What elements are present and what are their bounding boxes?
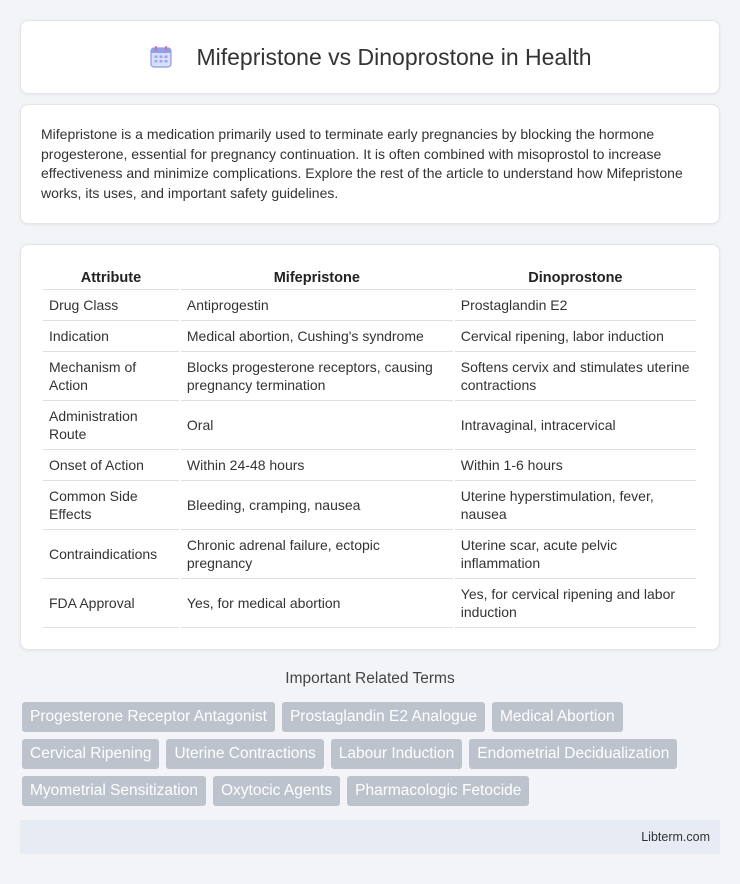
term-tag[interactable]: Progesterone Receptor Antagonist [22, 702, 275, 732]
table-cell: Yes, for cervical ripening and labor induction [455, 579, 696, 628]
table-row [43, 579, 696, 628]
term-row [22, 776, 722, 806]
table-cell: Cervical ripening, labor induction [455, 321, 696, 352]
term-tag[interactable]: Cervical Ripening [22, 739, 159, 769]
term-tag[interactable]: Endometrial Decidualization [469, 739, 677, 769]
table-cell: Intravaginal, intracervical [455, 401, 696, 450]
term-tag[interactable]: Pharmacologic Fetocide [347, 776, 529, 806]
table-cell: Within 24-48 hours [181, 450, 453, 481]
term-row [22, 739, 722, 769]
header-card [20, 20, 720, 94]
column-header: Dinoprostone [455, 265, 696, 290]
table-cell: Uterine scar, acute pelvic inflammation [455, 530, 696, 579]
column-header: Mifepristone [181, 265, 453, 290]
term-tag[interactable]: Oxytocic Agents [213, 776, 340, 806]
table-cell: Medical abortion, Cushing's syndrome [181, 321, 453, 352]
table-cell: Yes, for medical abortion [181, 579, 453, 628]
term-tag[interactable]: Prostaglandin E2 Analogue [282, 702, 485, 732]
table-row [43, 321, 696, 352]
table-row [43, 401, 696, 450]
table-cell: Chronic adrenal failure, ectopic pregnancy [181, 530, 453, 579]
table-cell: Oral [181, 401, 453, 450]
table-cell: Softens cervix and stimulates uterine contractions [455, 352, 696, 401]
table-cell: Indication [43, 321, 179, 352]
comparison-table [41, 265, 698, 628]
related-terms [22, 702, 722, 813]
column-header: Attribute [43, 265, 179, 290]
table-cell: Within 1-6 hours [455, 450, 696, 481]
table-cell: Contraindications [43, 530, 179, 579]
intro-paragraph: Mifepristone is a medication primarily used to terminate early pregnancies by blocking the hormone progesterone, essential for pregnancy continuation. It is often combined with misoprostol to increase effectiveness and minimize complications. Explore the rest of the article to understand how Mifepristone works, its uses, and important safety guidelines. [41, 126, 683, 201]
table-cell: Onset of Action [43, 450, 179, 481]
table-row [43, 450, 696, 481]
table-cell: Antiprogestin [181, 290, 453, 321]
table-row [43, 530, 696, 579]
term-tag[interactable]: Myometrial Sensitization [22, 776, 206, 806]
table-cell: Common Side Effects [43, 481, 179, 530]
table-cell: Mechanism of Action [43, 352, 179, 401]
table-cell: FDA Approval [43, 579, 179, 628]
table-cell: Prostaglandin E2 [455, 290, 696, 321]
table-row [43, 290, 696, 321]
intro-card [20, 104, 720, 224]
page-title: Mifepristone vs Dinoprostone in Health [196, 43, 592, 70]
table-cell: Bleeding, cramping, nausea [181, 481, 453, 530]
comparison-card [20, 244, 720, 650]
table-row [43, 481, 696, 530]
table-cell: Administration Route [43, 401, 179, 450]
table-cell: Drug Class [43, 290, 179, 321]
table-cell: Uterine hyperstimulation, fever, nausea [455, 481, 696, 530]
calendar-icon [148, 44, 174, 70]
footer [20, 820, 720, 854]
term-tag[interactable]: Medical Abortion [492, 702, 623, 732]
term-row [22, 702, 722, 732]
table-header-row [43, 265, 696, 290]
related-terms-heading: Important Related Terms [285, 670, 455, 687]
term-tag[interactable]: Labour Induction [331, 739, 462, 769]
table-cell: Blocks progesterone receptors, causing pregnancy termination [181, 352, 453, 401]
footer-brand[interactable]: Libterm.com [641, 830, 710, 844]
term-tag[interactable]: Uterine Contractions [166, 739, 323, 769]
table-row [43, 352, 696, 401]
